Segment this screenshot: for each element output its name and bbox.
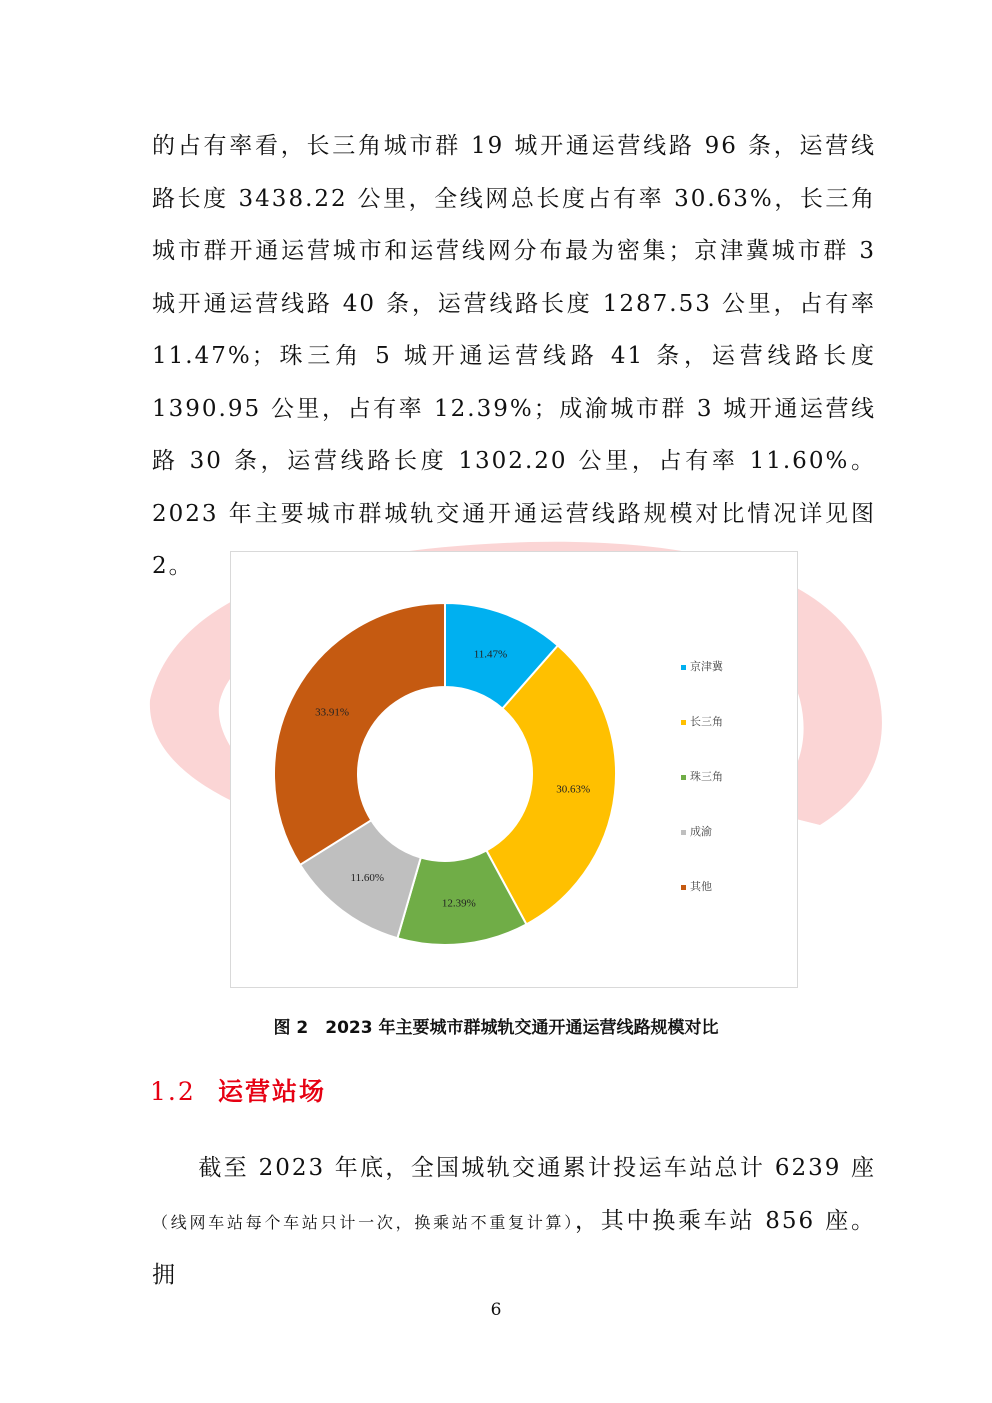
paragraph-rest: ，其中换乘车站 856 座。拥: [152, 1207, 876, 1288]
donut-chart: [230, 551, 798, 988]
paragraph-note: （线网车站每个车站只计一次，换乘站不重复计算）: [152, 1212, 576, 1232]
legend-label-1: 京津冀: [690, 660, 723, 673]
legend-swatch-2: [681, 720, 686, 725]
slice-label-2: 30.63%: [556, 783, 591, 796]
section-number: 1.2: [150, 1077, 196, 1106]
slice-label-4: 11.60%: [350, 871, 385, 884]
slice-label-1: 11.47%: [473, 648, 508, 661]
legend-swatch-1: [681, 665, 686, 670]
slice-label-5: 33.91%: [315, 706, 350, 719]
body-paragraph-2: [152, 1142, 876, 1302]
legend-label-4: 成渝: [690, 825, 712, 838]
legend-label-3: 珠三角: [690, 770, 723, 783]
section-title: 运营站场: [218, 1077, 327, 1106]
legend-swatch-4: [681, 830, 686, 835]
legend-swatch-3: [681, 775, 686, 780]
page-number: 6: [490, 1300, 502, 1320]
figure-caption: 图 2 2023 年主要城市群城轨交通开通运营线路规模对比: [273, 1018, 719, 1038]
donut-slice-5: [274, 603, 445, 865]
chart-svg: [231, 552, 797, 987]
legend-label-2: 长三角: [690, 715, 723, 728]
legend-label-5: 其他: [690, 880, 712, 893]
paragraph-main: 截至 2023 年底，全国城轨交通累计投运车站总计 6239 座: [198, 1155, 876, 1181]
slice-label-3: 12.39%: [441, 897, 476, 910]
legend-swatch-5: [681, 885, 686, 890]
section-heading: [150, 1072, 326, 1108]
body-paragraph: 的占有率看，长三角城市群 19 城开通运营线路 96 条，运营线路长度 3438.22 公里，全线网总长度占有率 30.63%，长三角城市群开通运营城市和运营线网分布最为密集；京津冀城市群 3 城开通运营线路 40 条，运营线路长度 1287.53 公里，占有率 11.47%；珠三角 5 城开通运营线路 41 条，运营线路长度 1390.95 公里，占有率 12.39%；成渝城市群 3 城开通运营线路 30 条，运营线路长度 1302.20 公里，占有率 11.60%。2023 年主要城市群城轨交通开通运营线路规模对比情况详见图 2。: [152, 133, 876, 579]
